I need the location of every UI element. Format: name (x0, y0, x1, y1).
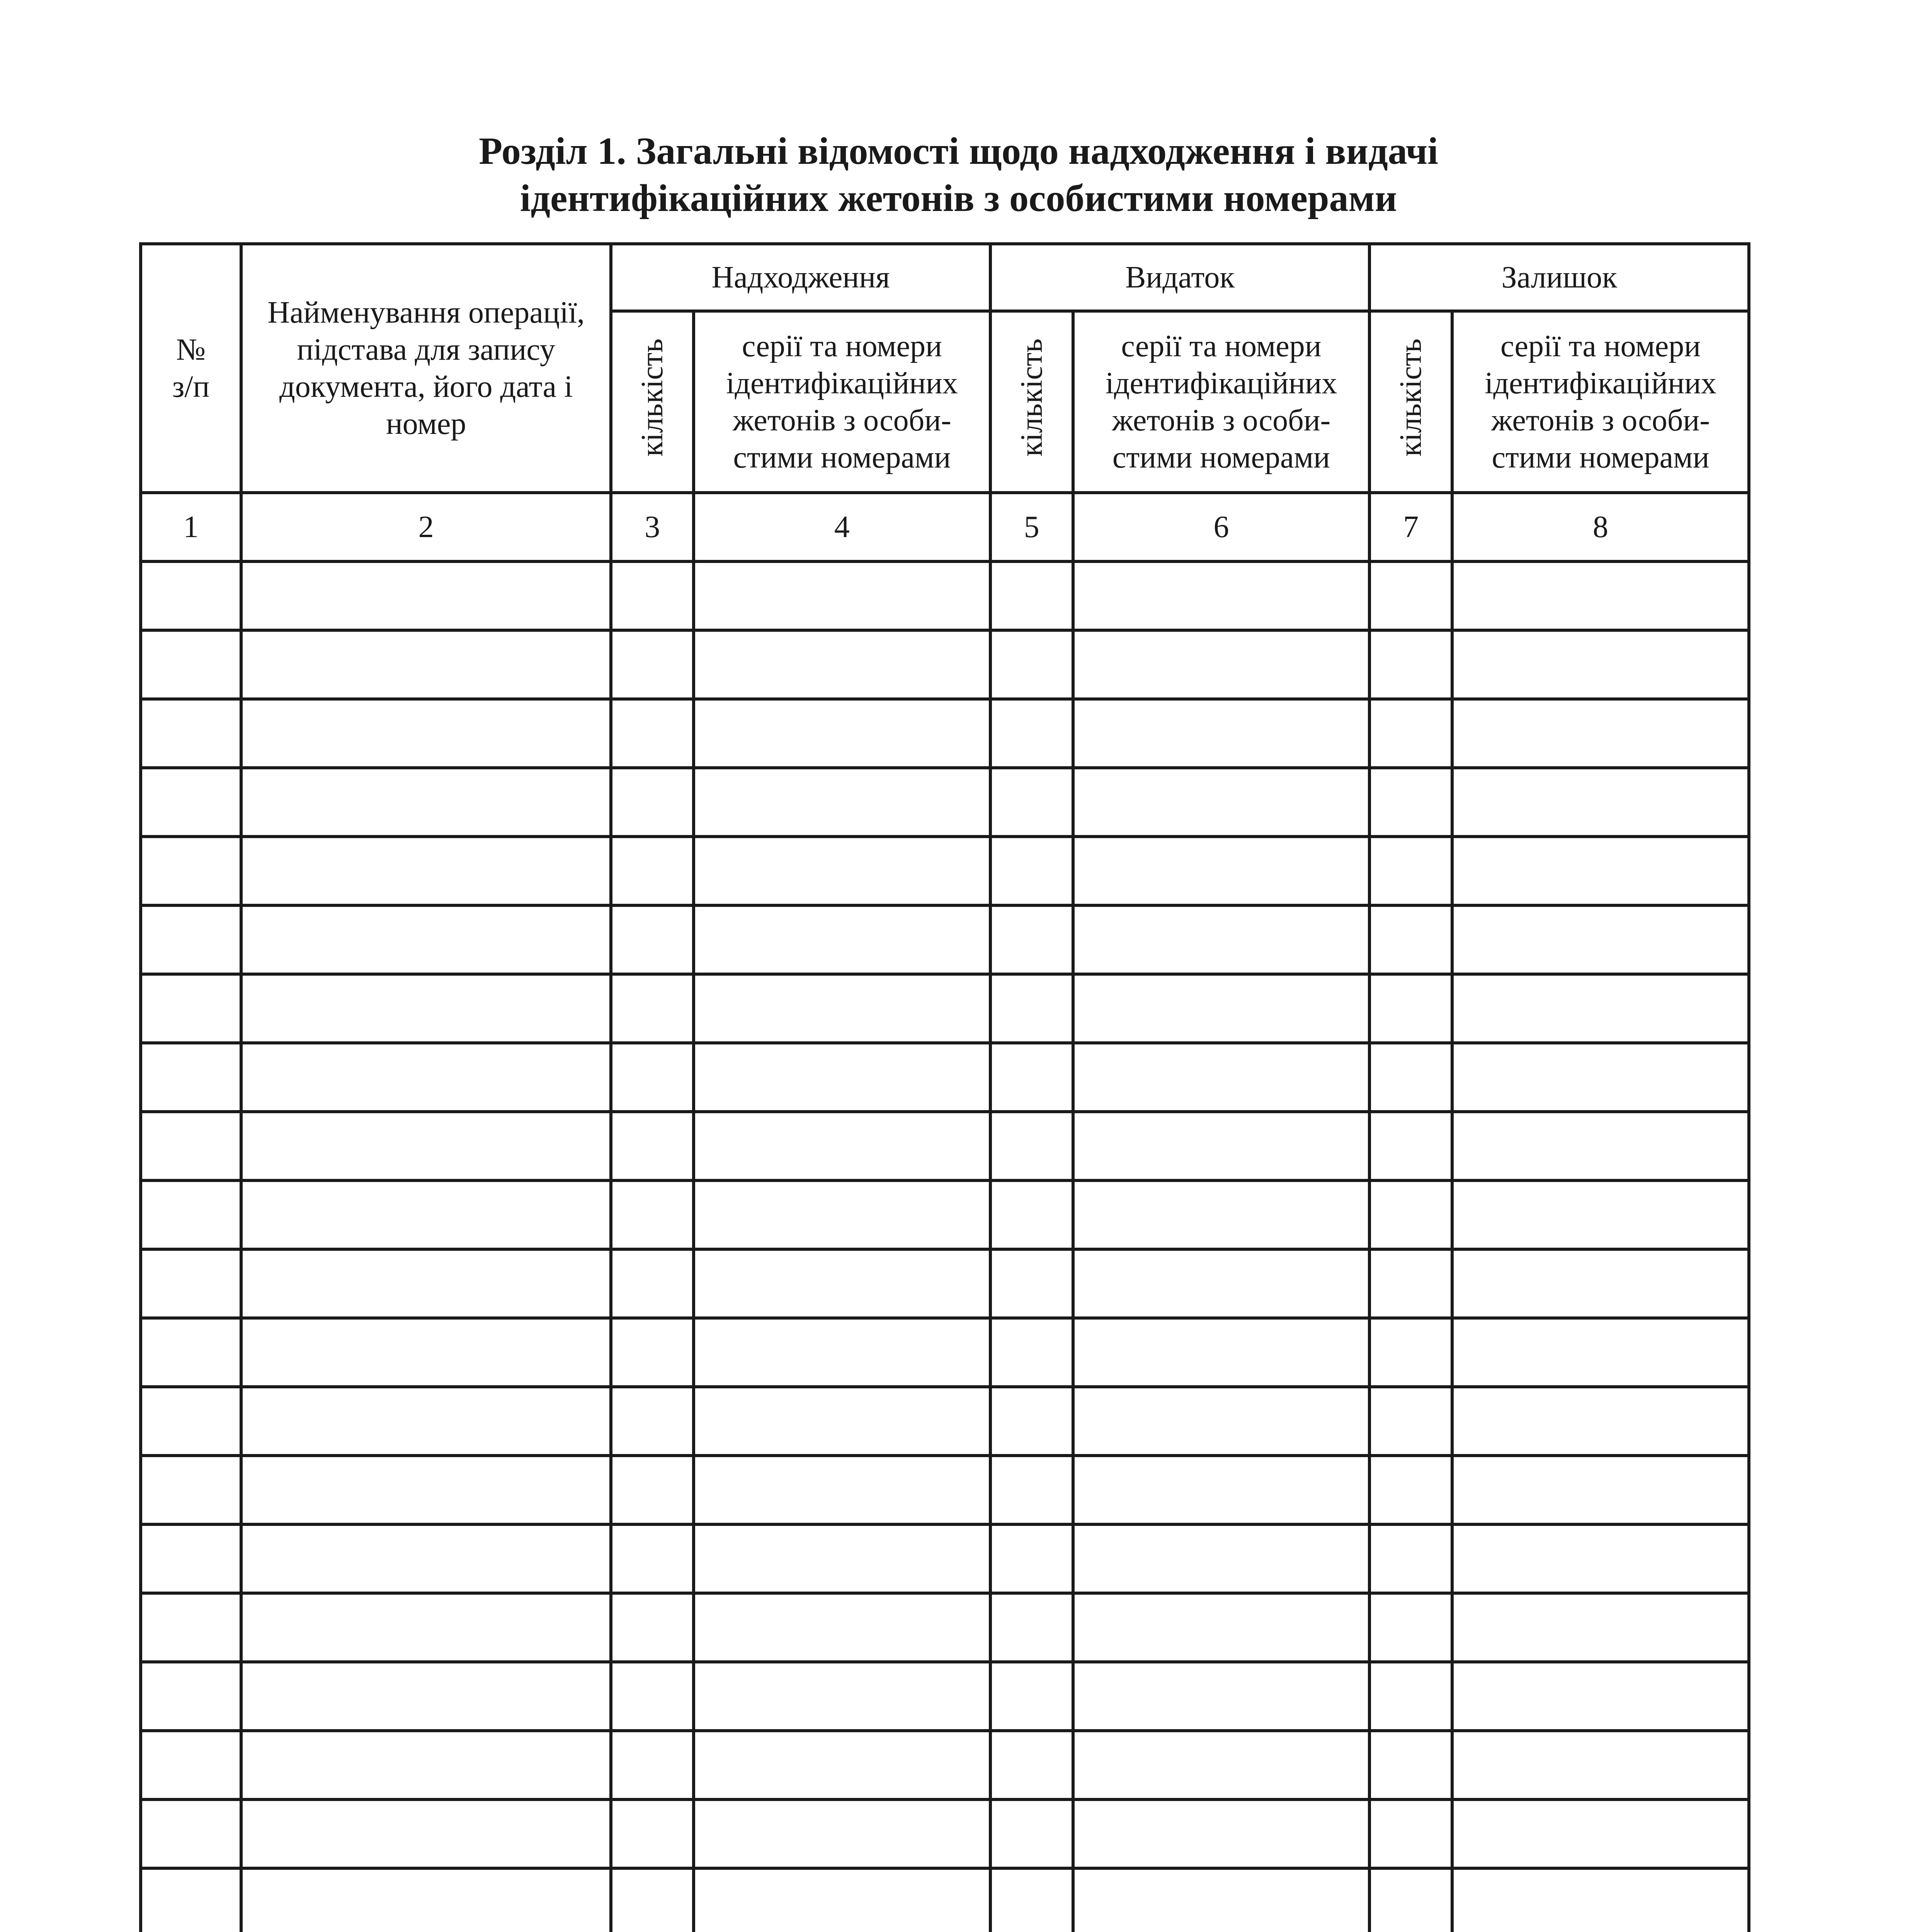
cell-income-series[interactable] (694, 837, 990, 905)
cell-number[interactable] (141, 1456, 241, 1524)
cell-income-qty[interactable] (611, 1593, 694, 1662)
cell-expense-qty[interactable] (990, 699, 1073, 768)
section-title-line-1: Розділ 1. Загальні відомості щодо надходження і видачі (479, 129, 1438, 172)
cell-balance-series[interactable] (1452, 1799, 1749, 1868)
cell-expense-qty[interactable] (990, 768, 1073, 837)
header-income-label: Надходження (711, 260, 890, 294)
cell-operation[interactable] (241, 1799, 611, 1868)
table-row (141, 1868, 1749, 1932)
header-number-label: № з/п (172, 333, 210, 404)
cell-income-series[interactable] (694, 905, 990, 974)
cell-balance-series[interactable] (1452, 1868, 1749, 1932)
cell-balance-series[interactable] (1452, 1180, 1749, 1249)
header-expense-series-label: серії та номери ідентифікаційних жетонів з особи-стими номерами (1105, 329, 1337, 474)
column-number-1: 1 (141, 493, 241, 561)
cell-income-qty[interactable] (611, 1112, 694, 1180)
cell-expense-qty[interactable] (990, 1249, 1073, 1318)
cell-number[interactable] (141, 1318, 241, 1387)
cell-operation[interactable] (241, 1456, 611, 1524)
cell-balance-qty[interactable] (1369, 561, 1452, 630)
column-number-4: 4 (694, 493, 990, 561)
column-number-2: 2 (241, 493, 611, 561)
cell-balance-qty[interactable] (1369, 1456, 1452, 1524)
cell-expense-series[interactable] (1073, 1731, 1370, 1799)
cell-balance-series[interactable] (1452, 1249, 1749, 1318)
cell-income-qty[interactable] (611, 974, 694, 1043)
cell-income-qty[interactable] (611, 1318, 694, 1387)
cell-operation[interactable] (241, 699, 611, 768)
cell-balance-qty[interactable] (1369, 1593, 1452, 1662)
table-row (141, 1112, 1749, 1180)
cell-operation[interactable] (241, 974, 611, 1043)
cell-number[interactable] (141, 1731, 241, 1799)
header-expense-label: Видаток (1125, 260, 1235, 294)
cell-expense-series[interactable] (1073, 974, 1370, 1043)
cell-balance-qty[interactable] (1369, 1112, 1452, 1180)
header-income-qty-label: кількість (635, 338, 670, 457)
cell-number[interactable] (141, 561, 241, 630)
cell-income-series[interactable] (694, 1180, 990, 1249)
header-balance (1369, 244, 1749, 311)
cell-income-qty[interactable] (611, 1731, 694, 1799)
section-title-line-2: ідентифікаційних жетонів з особистими номерами (520, 177, 1397, 219)
header-balance-label: Залишок (1501, 260, 1617, 294)
header-income-qty (611, 311, 694, 493)
cell-expense-qty[interactable] (990, 1593, 1073, 1662)
cell-expense-qty[interactable] (990, 561, 1073, 630)
cell-operation[interactable] (241, 561, 611, 630)
header-operation-label: Найменування операції, підстава для запису документа, його дата і номер (267, 296, 585, 441)
cell-income-series[interactable] (694, 1318, 990, 1387)
cell-balance-qty[interactable] (1369, 1524, 1452, 1593)
cell-expense-series[interactable] (1073, 1799, 1370, 1868)
cell-income-series[interactable] (694, 1249, 990, 1318)
cell-income-series[interactable] (694, 1662, 990, 1731)
cell-expense-qty[interactable] (990, 837, 1073, 905)
table-row (141, 630, 1749, 699)
cell-income-qty[interactable] (611, 1524, 694, 1593)
cell-income-series[interactable] (694, 1524, 990, 1593)
table-row (141, 1731, 1749, 1799)
table-row (141, 1043, 1749, 1112)
header-row-groups (141, 244, 1749, 311)
cell-income-qty[interactable] (611, 905, 694, 974)
table-row (141, 561, 1749, 630)
cell-number[interactable] (141, 905, 241, 974)
cell-income-qty[interactable] (611, 1799, 694, 1868)
cell-income-qty[interactable] (611, 1387, 694, 1456)
cell-expense-series[interactable] (1073, 1112, 1370, 1180)
cell-operation[interactable] (241, 1112, 611, 1180)
cell-balance-qty[interactable] (1369, 1043, 1452, 1112)
cell-operation[interactable] (241, 1318, 611, 1387)
header-expense (990, 244, 1370, 311)
cell-income-qty[interactable] (611, 1868, 694, 1932)
cell-balance-qty[interactable] (1369, 1387, 1452, 1456)
cell-expense-series[interactable] (1073, 1318, 1370, 1387)
cell-operation[interactable] (241, 1731, 611, 1799)
table-row (141, 1456, 1749, 1524)
cell-expense-qty[interactable] (990, 1731, 1073, 1799)
cell-number[interactable] (141, 1593, 241, 1662)
cell-number[interactable] (141, 699, 241, 768)
cell-balance-qty[interactable] (1369, 905, 1452, 974)
cell-balance-series[interactable] (1452, 699, 1749, 768)
cell-expense-series[interactable] (1073, 1043, 1370, 1112)
cell-operation[interactable] (241, 837, 611, 905)
table-row (141, 1318, 1749, 1387)
cell-number[interactable] (141, 1524, 241, 1593)
cell-balance-qty[interactable] (1369, 1180, 1452, 1249)
cell-expense-qty[interactable] (990, 1868, 1073, 1932)
table-row (141, 1249, 1749, 1318)
cell-income-qty[interactable] (611, 1249, 694, 1318)
cell-number[interactable] (141, 1799, 241, 1868)
cell-number[interactable] (141, 1662, 241, 1731)
cell-number[interactable] (141, 1249, 241, 1318)
cell-expense-qty[interactable] (990, 1112, 1073, 1180)
cell-income-series[interactable] (694, 768, 990, 837)
cell-expense-series[interactable] (1073, 561, 1370, 630)
cell-operation[interactable] (241, 1249, 611, 1318)
cell-income-qty[interactable] (611, 699, 694, 768)
header-number (141, 244, 241, 493)
cell-operation[interactable] (241, 1387, 611, 1456)
table-row (141, 974, 1749, 1043)
cell-income-qty[interactable] (611, 768, 694, 837)
cell-expense-qty[interactable] (990, 974, 1073, 1043)
cell-expense-series[interactable] (1073, 1524, 1370, 1593)
column-number-row (141, 493, 1749, 561)
cell-number[interactable] (141, 630, 241, 699)
column-number-7: 7 (1369, 493, 1452, 561)
cell-income-series[interactable] (694, 974, 990, 1043)
cell-number[interactable] (141, 837, 241, 905)
cell-expense-series[interactable] (1073, 1662, 1370, 1731)
cell-number[interactable] (141, 768, 241, 837)
header-balance-series-label: серії та номери ідентифікаційних жетонів з особи-стими номерами (1485, 329, 1716, 474)
cell-operation[interactable] (241, 1662, 611, 1731)
table-row (141, 1799, 1749, 1868)
cell-balance-qty[interactable] (1369, 1731, 1452, 1799)
cell-balance-series[interactable] (1452, 837, 1749, 905)
cell-balance-qty[interactable] (1369, 1318, 1452, 1387)
cell-income-series[interactable] (694, 1456, 990, 1524)
table-row (141, 837, 1749, 905)
cell-balance-qty[interactable] (1369, 1799, 1452, 1868)
cell-balance-series[interactable] (1452, 1387, 1749, 1456)
cell-income-series[interactable] (694, 1731, 990, 1799)
cell-income-series[interactable] (694, 1799, 990, 1868)
cell-number[interactable] (141, 974, 241, 1043)
header-expense-series (1073, 311, 1370, 493)
cell-balance-qty[interactable] (1369, 974, 1452, 1043)
table-row (141, 1387, 1749, 1456)
cell-expense-series[interactable] (1073, 699, 1370, 768)
cell-balance-qty[interactable] (1369, 837, 1452, 905)
cell-balance-qty[interactable] (1369, 1662, 1452, 1731)
cell-operation[interactable] (241, 1180, 611, 1249)
cell-income-qty[interactable] (611, 1043, 694, 1112)
table-row (141, 699, 1749, 768)
cell-number[interactable] (141, 1043, 241, 1112)
cell-expense-series[interactable] (1073, 1249, 1370, 1318)
cell-income-qty[interactable] (611, 837, 694, 905)
header-income-series (694, 311, 990, 493)
cell-expense-qty[interactable] (990, 1524, 1073, 1593)
cell-income-series[interactable] (694, 1112, 990, 1180)
header-balance-series (1452, 311, 1749, 493)
cell-expense-series[interactable] (1073, 768, 1370, 837)
cell-balance-series[interactable] (1452, 1731, 1749, 1799)
header-expense-qty-label: кількість (1014, 338, 1049, 457)
cell-number[interactable] (141, 1112, 241, 1180)
cell-operation[interactable] (241, 768, 611, 837)
cell-income-qty[interactable] (611, 1456, 694, 1524)
table-row (141, 1662, 1749, 1731)
header-operation (241, 244, 611, 493)
cell-income-series[interactable] (694, 1387, 990, 1456)
cell-balance-series[interactable] (1452, 905, 1749, 974)
column-number-5: 5 (990, 493, 1073, 561)
cell-operation[interactable] (241, 1593, 611, 1662)
cell-expense-qty[interactable] (990, 1387, 1073, 1456)
cell-expense-series[interactable] (1073, 905, 1370, 974)
cell-expense-qty[interactable] (990, 905, 1073, 974)
cell-income-series[interactable] (694, 1593, 990, 1662)
cell-income-series[interactable] (694, 699, 990, 768)
cell-operation[interactable] (241, 905, 611, 974)
cell-income-series[interactable] (694, 630, 990, 699)
cell-expense-series[interactable] (1073, 1387, 1370, 1456)
cell-balance-series[interactable] (1452, 630, 1749, 699)
header-expense-qty (990, 311, 1073, 493)
header-balance-qty (1369, 311, 1452, 493)
cell-balance-qty[interactable] (1369, 1249, 1452, 1318)
cell-operation[interactable] (241, 1043, 611, 1112)
cell-expense-qty[interactable] (990, 1799, 1073, 1868)
cell-income-qty[interactable] (611, 1180, 694, 1249)
cell-number[interactable] (141, 1180, 241, 1249)
cell-expense-qty[interactable] (990, 1456, 1073, 1524)
table-row (141, 1180, 1749, 1249)
cell-expense-qty[interactable] (990, 1180, 1073, 1249)
cell-balance-series[interactable] (1452, 1524, 1749, 1593)
tokens-ledger-table (139, 242, 1750, 1932)
column-number-3: 3 (611, 493, 694, 561)
table-row (141, 1524, 1749, 1593)
cell-expense-qty[interactable] (990, 1318, 1073, 1387)
header-income (611, 244, 990, 311)
cell-expense-series[interactable] (1073, 1868, 1370, 1932)
cell-expense-series[interactable] (1073, 1593, 1370, 1662)
cell-balance-series[interactable] (1452, 1593, 1749, 1662)
cell-balance-series[interactable] (1452, 1456, 1749, 1524)
cell-income-series[interactable] (694, 561, 990, 630)
column-number-6: 6 (1073, 493, 1370, 561)
cell-balance-series[interactable] (1452, 561, 1749, 630)
cell-income-series[interactable] (694, 1043, 990, 1112)
cell-expense-qty[interactable] (990, 630, 1073, 699)
cell-expense-qty[interactable] (990, 1043, 1073, 1112)
cell-number[interactable] (141, 1387, 241, 1456)
column-number-8: 8 (1452, 493, 1749, 561)
header-income-series-label: серії та номери ідентифікаційних жетонів з особи-стими номерами (726, 329, 958, 474)
cell-balance-series[interactable] (1452, 974, 1749, 1043)
section-title (0, 128, 1917, 222)
cell-operation[interactable] (241, 1524, 611, 1593)
table-row (141, 905, 1749, 974)
table-row (141, 768, 1749, 837)
cell-balance-qty[interactable] (1369, 699, 1452, 768)
cell-balance-series[interactable] (1452, 768, 1749, 837)
cell-expense-series[interactable] (1073, 1180, 1370, 1249)
cell-number[interactable] (141, 1868, 241, 1932)
header-balance-qty-label: кількість (1394, 338, 1428, 457)
cell-income-series[interactable] (694, 1868, 990, 1932)
cell-balance-series[interactable] (1452, 1112, 1749, 1180)
cell-income-qty[interactable] (611, 561, 694, 630)
cell-operation[interactable] (241, 630, 611, 699)
cell-balance-series[interactable] (1452, 1318, 1749, 1387)
table-row (141, 1593, 1749, 1662)
cell-income-qty[interactable] (611, 1662, 694, 1731)
cell-balance-series[interactable] (1452, 1662, 1749, 1731)
cell-balance-qty[interactable] (1369, 630, 1452, 699)
cell-expense-series[interactable] (1073, 1456, 1370, 1524)
cell-expense-series[interactable] (1073, 837, 1370, 905)
cell-expense-qty[interactable] (990, 1662, 1073, 1731)
cell-expense-series[interactable] (1073, 630, 1370, 699)
cell-operation[interactable] (241, 1868, 611, 1932)
cell-income-qty[interactable] (611, 630, 694, 699)
cell-balance-qty[interactable] (1369, 1868, 1452, 1932)
cell-balance-series[interactable] (1452, 1043, 1749, 1112)
cell-balance-qty[interactable] (1369, 768, 1452, 837)
